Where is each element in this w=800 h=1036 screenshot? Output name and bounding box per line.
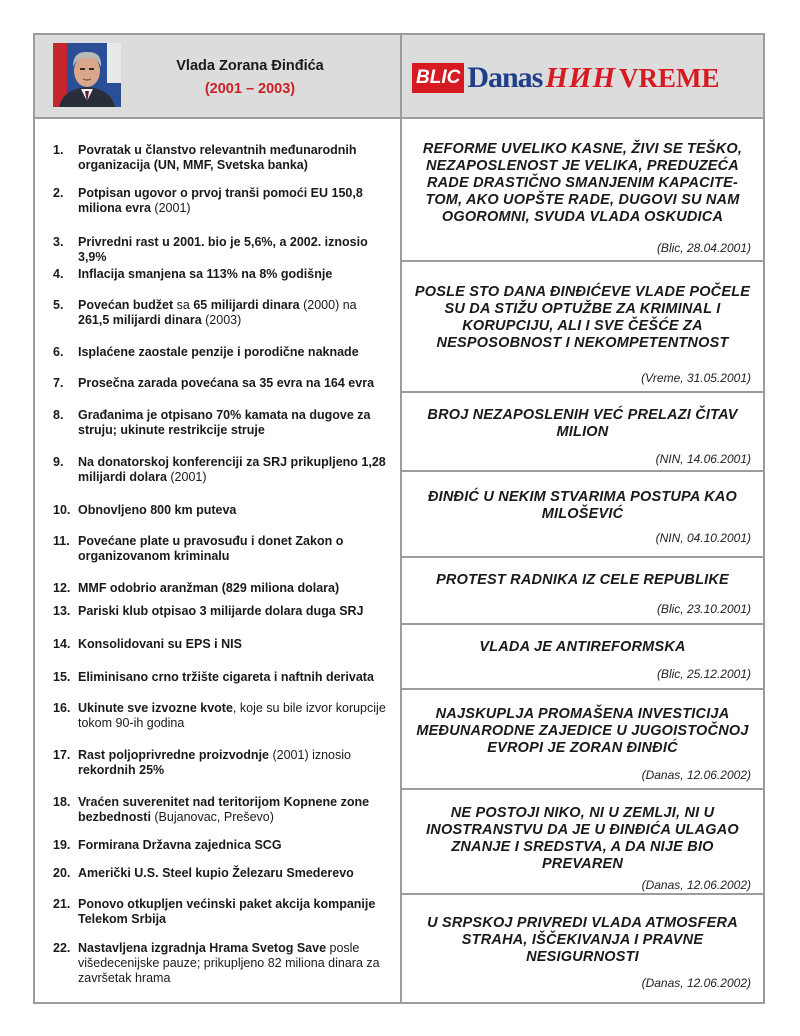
quote-source: (Vreme, 31.05.2001) [641, 371, 751, 385]
achievement-text-part: posle višedecenijske pauze; prikupljeno 82 miliona dinara za završetak hrama [78, 941, 380, 985]
quote-source: (NIN, 04.10.2001) [655, 531, 751, 545]
achievement-text-part: Američki U.S. Steel kupio Železaru Smederevo [78, 866, 354, 880]
achievement-number: 2. [53, 186, 64, 200]
achievement-text-part: (2001) [150, 201, 191, 215]
achievement-number: 3. [53, 235, 64, 249]
achievement-text-part: Eliminisano crno tržište cigareta i naftnih derivata [78, 670, 374, 684]
achievement-number: 22. [53, 941, 71, 955]
achievement-number: 17. [53, 748, 71, 762]
quote-headline: NE POSTOJI NIKO, NI U ZEMLJI, NI U INOSTRANSTVU DA JE U ĐINĐIĆA ULAGAO ZNANJE I SREDSTVA, A DA NIJE BIO PREVAREN [426, 805, 739, 872]
achievement-number: 14. [53, 637, 71, 651]
achievement-text-part: Ukinute sve izvozne kvote [78, 701, 233, 715]
achievement-text-part: Ponovo otkupljen većinski paket akcija kompanije Telekom Srbija [78, 897, 376, 926]
quote-source: (Blic, 25.12.2001) [656, 667, 751, 681]
quote-source: (Danas, 12.06.2002) [641, 878, 751, 892]
achievement-number: 8. [53, 408, 64, 422]
achievement-text-part: Isplaćene zaostale penzije i porodične naknade [78, 345, 359, 359]
achievement-number: 10. [53, 503, 71, 517]
achievement-text-part: Potpisan ugovor o prvoj tranši pomoći EU 150,8 miliona evra [78, 186, 363, 215]
achievement-text-part: MMF odobrio aranžman (829 miliona dolara) [78, 581, 340, 595]
quote-headline: U SRPSKOJ PRIVREDI VLADA ATMOSFERA STRAHA, IŠČEKIVANJA I PRAVNE NESIGURNOSTI [427, 915, 738, 965]
achievement-text-part: 261,5 milijardi dinara [78, 313, 202, 327]
quote-headline: ĐINĐIĆ U NEKIM STVARIMA POSTUPA KAO MILOŠEVIĆ [427, 489, 738, 522]
quote-headline: POSLE STO DANA ĐINĐIĆEVE VLADE POČELE SU DA STIŽU OPTUŽBE ZA KRIMINAL I KORUPCIJU, ALI I SVE ČEŠĆE ZA NESPOSOBNOST I NEKOMPETENTNOST [414, 284, 751, 351]
achievement-text-part: Konsolidovani su EPS i NIS [78, 637, 242, 651]
quote-headline: VLADA JE ANTIREFORMSKA [479, 639, 686, 655]
achievement-number: 15. [53, 670, 71, 684]
quote-headline: REFORME UVELIKO KASNE, ŽIVI SE TEŠKO, NEZAPOSLENOST JE VELIKA, PREDUZEĆA RADE DRASTIČNO SMANJENIM KAPACITE-TOM, AKO UOPŠTE RADE, DUGOVI SU NAM OGOROMNI, SVUDA VLADA OSKUDICA [422, 141, 743, 225]
quote-headline: NAJSKUPLJA PROMAŠENA INVESTICIJA MEĐUNARODNE ZAJEDICE U JUGOISTOČNOJ EVROPI JE ZORAN ĐINĐIĆ [416, 706, 749, 756]
quote-source: (Danas, 12.06.2002) [641, 976, 751, 990]
danas-logo: Danas [467, 61, 543, 94]
achievement-text-part: Inflacija smanjena sa 113% na 8% godišnje [78, 267, 333, 281]
achievement-number: 11. [53, 534, 70, 548]
achievement-text-part: (2001) iznosio [269, 748, 351, 762]
achievement-text-part: Vraćen suverenitet nad teritorijom Kopnene zone bezbednosti [78, 795, 370, 824]
achievement-number: 6. [53, 345, 64, 359]
achievement-text-part: rekordnih 25% [78, 763, 165, 777]
achievement-text-part: Rast poljoprivredne proizvodnje [78, 748, 269, 762]
achievement-number: 13. [53, 604, 71, 618]
achievement-number: 20. [53, 866, 71, 880]
outer-frame [33, 33, 765, 1004]
achievement-text-part: Povratak u članstvo relevantnih međunarodnih organizacija (UN, MMF, Svetska banka) [78, 143, 357, 172]
achievement-number: 9. [53, 455, 64, 469]
achievement-text-part: Privredni rast u 2001. bio je 5,6%, a 2002. iznosio 3,9% [78, 235, 368, 264]
achievement-text-part: 65 milijardi dinara [193, 298, 300, 312]
nin-logo: НИН [545, 62, 617, 94]
achievement-text-part: Nastavljena izgradnja Hrama Svetog Save [78, 941, 327, 955]
achievement-number: 18. [53, 795, 71, 809]
quote-source: (Danas, 12.06.2002) [641, 768, 751, 782]
achievement-text-part: Pariski klub otpisao 3 milijarde dolara duga SRJ [78, 604, 364, 618]
achievement-text-part: (2003) [201, 313, 242, 327]
achievement-text-part: Prosečna zarada povećana sa 35 evra na 164 evra [78, 376, 375, 390]
achievement-text-part: Na donatorskoj konferenciji za SRJ prikupljeno 1,28 milijardi dolara [78, 455, 386, 484]
header-divider [35, 117, 763, 119]
achievement-number: 1. [53, 143, 64, 157]
achievement-number: 5. [53, 298, 64, 312]
achievement-text-part: Povećane plate u pravosuđu i donet Zakon o organizovanom kriminalu [78, 534, 344, 563]
achievement-text-part: sa [173, 298, 194, 312]
government-title: Vlada Zorana Đinđića [176, 58, 324, 74]
achievement-text-part: Građanima je otpisano 70% kamata na dugove za struju; ukinute restrikcije struje [78, 408, 371, 437]
achievement-text-part: Obnovljeno 800 km puteva [78, 503, 237, 517]
quote-source: (NIN, 14.06.2001) [655, 452, 751, 466]
achievement-number: 12. [53, 581, 71, 595]
achievement-number: 4. [53, 267, 64, 281]
achievement-number: 16. [53, 701, 71, 715]
quote-source: (Blic, 23.10.2001) [656, 602, 751, 616]
achievement-text-part: , koje su bile izvor korupcije tokom 90-ih godina [78, 701, 386, 730]
quote-headline: PROTEST RADNIKA IZ CELE REPUBLIKE [436, 572, 729, 588]
achievement-text-part: (2000) na [299, 298, 357, 312]
quote-headline: BROJ NEZAPOSLENIH VEĆ PRELAZI ČITAV MILION [427, 407, 738, 440]
achievement-text-part: Povećan budžet [78, 298, 174, 312]
achievement-text-part: (2001) [166, 470, 207, 484]
achievement-number: 21. [53, 897, 71, 911]
blic-logo: BLIC [412, 63, 464, 93]
achievement-text-part: Formirana Državna zajednica SCG [78, 838, 282, 852]
column-divider [400, 33, 402, 1004]
achievement-number: 19. [53, 838, 71, 852]
government-years: (2001 – 2003) [204, 81, 296, 97]
quote-source: (Blic, 28.04.2001) [656, 241, 751, 255]
achievement-text-part: (Bujanovac, Preševo) [150, 810, 274, 824]
vreme-logo: VREME [619, 63, 720, 93]
achievement-number: 7. [53, 376, 64, 390]
